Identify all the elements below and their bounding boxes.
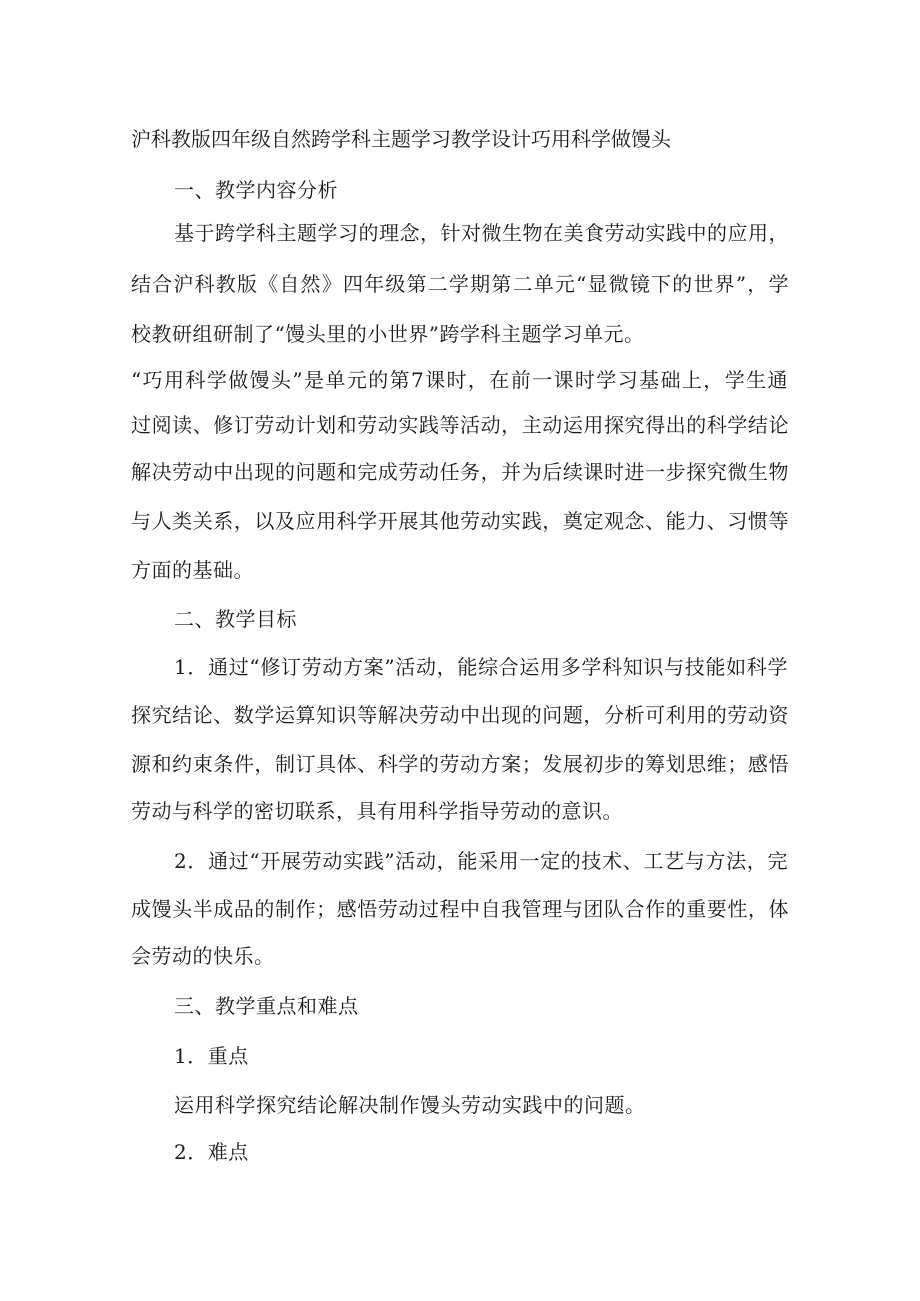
goal-item-line: 成馒头半成品的制作；感悟劳动过程中自我管理与团队合作的重要性，体 (131, 897, 789, 921)
paragraph-line: 与人类关系，以及应用科学开展其他劳动实践，奠定观念、能力、习惯等 (131, 509, 789, 533)
section-heading-key-points: 三、教学重点和难点 (174, 994, 359, 1018)
goal-item-line: 劳动与科学的密切联系，具有用科学指导劳动的意识。 (131, 799, 623, 823)
goal-item-line: 源和约束条件，制订具体、科学的劳动方案；发展初步的筹划思维；感悟 (131, 752, 789, 776)
paragraph-line: 校教研组研制了“馒头里的小世界”跨学科主题学习单元。 (131, 322, 645, 346)
paragraph-line: 解决劳动中出现的问题和完成劳动任务，并为后续课时进一步探究微生物 (131, 460, 789, 484)
paragraph-line: “巧用科学做馒头”是单元的第7课时，在前一课时学习基础上，学生通 (131, 368, 788, 392)
section-heading-teaching-goals: 二、教学目标 (174, 607, 297, 631)
section-heading-content-analysis: 一、教学内容分析 (174, 178, 338, 202)
goal-item-line: 2．通过“开展劳动实践”活动，能采用一定的技术、工艺与方法，完 (174, 849, 788, 873)
goal-item-line: 探究结论、数学运算知识等解决劳动中出现的问题，分析可利用的劳动资 (131, 703, 789, 727)
document-title: 沪科教版四年级自然跨学科主题学习教学设计巧用科学做馒头 (131, 127, 671, 151)
paragraph-line: 基于跨学科主题学习的理念，针对微生物在美食劳动实践中的应用， (174, 221, 789, 245)
paragraph-line: 结合沪科教版《自然》四年级第二学期第二单元“显微镜下的世界”，学 (131, 272, 789, 296)
key-point-label: 1．重点 (174, 1044, 249, 1068)
goal-item-line: 会劳动的快乐。 (131, 944, 275, 968)
key-point-text: 运用科学探究结论解决制作馒头劳动实践中的问题。 (174, 1093, 646, 1117)
paragraph-line: 方面的基础。 (131, 558, 254, 582)
difficulty-label: 2．难点 (174, 1140, 249, 1164)
goal-item-line: 1．通过“修订劳动方案”活动，能综合运用多学科知识与技能如科学 (174, 655, 788, 679)
paragraph-line: 过阅读、修订劳动计划和劳动实践等活动，主动运用探究得出的科学结论 (131, 413, 789, 437)
